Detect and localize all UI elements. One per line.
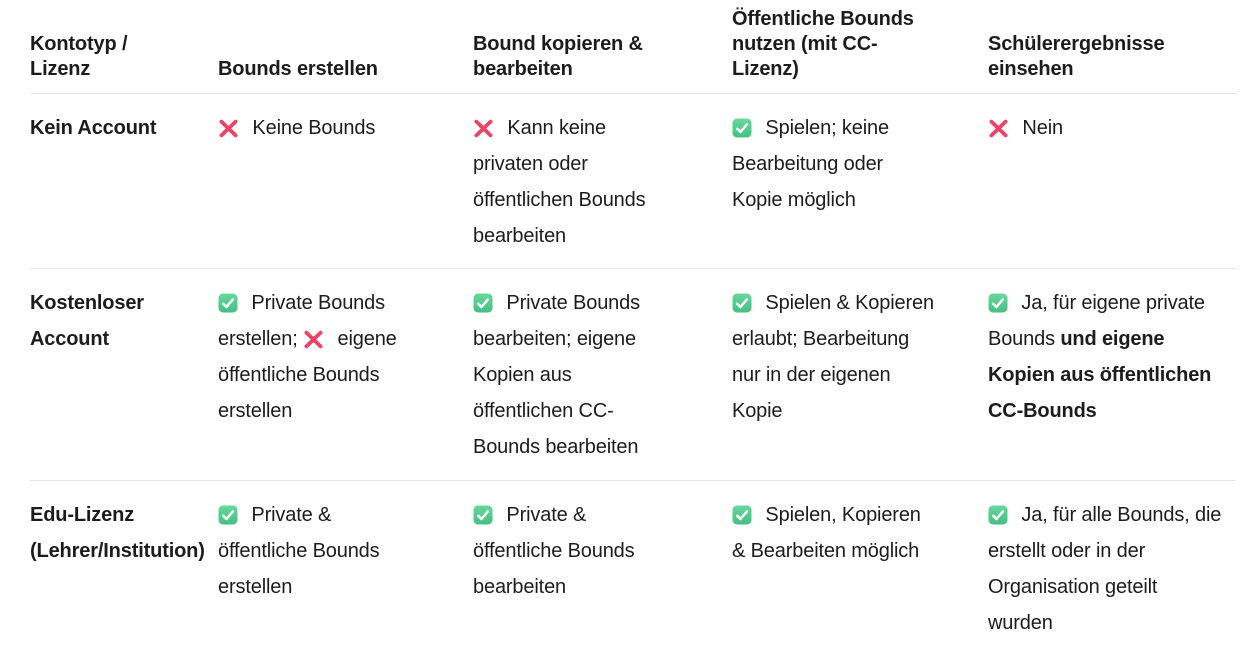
table-cell: Private & öffentliche Bounds erstellen — [218, 504, 380, 598]
check-icon — [473, 293, 493, 313]
check-icon — [988, 505, 1008, 525]
table-cell: Kann keine privaten oder öffentlichen Bounds bearbeiten — [473, 117, 646, 247]
check-icon — [732, 505, 752, 525]
column-header-bound-kopieren-bearbeiten: Bound kopieren & bearbeiten — [473, 33, 643, 80]
table-cell: Spielen & Kopieren erlaubt; Bearbeitung nur in der eigenen Kopie — [732, 292, 934, 422]
column-header-bounds-erstellen: Bounds erstellen — [218, 58, 378, 80]
account-permissions-table — [30, 0, 1236, 658]
table-body — [30, 93, 1236, 658]
table-cell: Private & öffentliche Bounds bearbeiten — [473, 504, 635, 598]
table-cell: Ja, für eigene private Bounds und eigene Kopien aus öffentlichen CC-Bounds — [988, 292, 1212, 422]
cross-icon — [988, 119, 1009, 138]
cross-icon — [473, 119, 494, 138]
row-label: Kein Account — [30, 117, 157, 139]
table-cell: Private Bounds bearbeiten; eigene Kopien aus öffentlichen CC-Bounds bearbeiten — [473, 292, 640, 458]
check-icon — [732, 118, 752, 138]
row-label: Edu-Lizenz (Lehrer/Institution) — [30, 504, 205, 562]
table-cell: Spielen, Kopieren & Bearbeiten möglich — [732, 504, 921, 562]
table-cell: Nein — [988, 110, 1236, 268]
table-row — [30, 480, 1236, 658]
column-header-kontotyp-lizenz: Kontotyp / Lizenz — [30, 33, 128, 80]
check-icon — [218, 505, 238, 525]
cross-icon — [218, 119, 239, 138]
bold-text: und eigene Kopien aus öffentlichen CC-Bounds — [988, 328, 1212, 422]
column-header-oeffentliche-bounds-nutzen: Öffentliche Bounds nutzen (mit CC-Lizenz) — [732, 8, 914, 80]
table-cell: Spielen; keine Bearbeitung oder Kopie möglich — [732, 117, 889, 211]
check-icon — [473, 505, 493, 525]
table-row — [30, 268, 1236, 480]
row-label: Kostenloser Account — [30, 292, 144, 350]
check-icon — [218, 293, 238, 313]
table-row — [30, 93, 1236, 268]
table-header — [30, 0, 1236, 93]
check-icon — [988, 293, 1008, 313]
table-cell: Private Bounds erstellen; eigene öffentliche Bounds erstellen — [218, 292, 397, 422]
check-icon — [732, 293, 752, 313]
table-cell: Ja, für alle Bounds, die erstellt oder in der Organisation geteilt wurden — [988, 504, 1222, 634]
table-cell: Keine Bounds — [218, 110, 473, 268]
column-header-schuelerergebnisse-einsehen: Schülerergebnisse einsehen — [988, 33, 1165, 80]
cross-icon — [303, 330, 324, 349]
